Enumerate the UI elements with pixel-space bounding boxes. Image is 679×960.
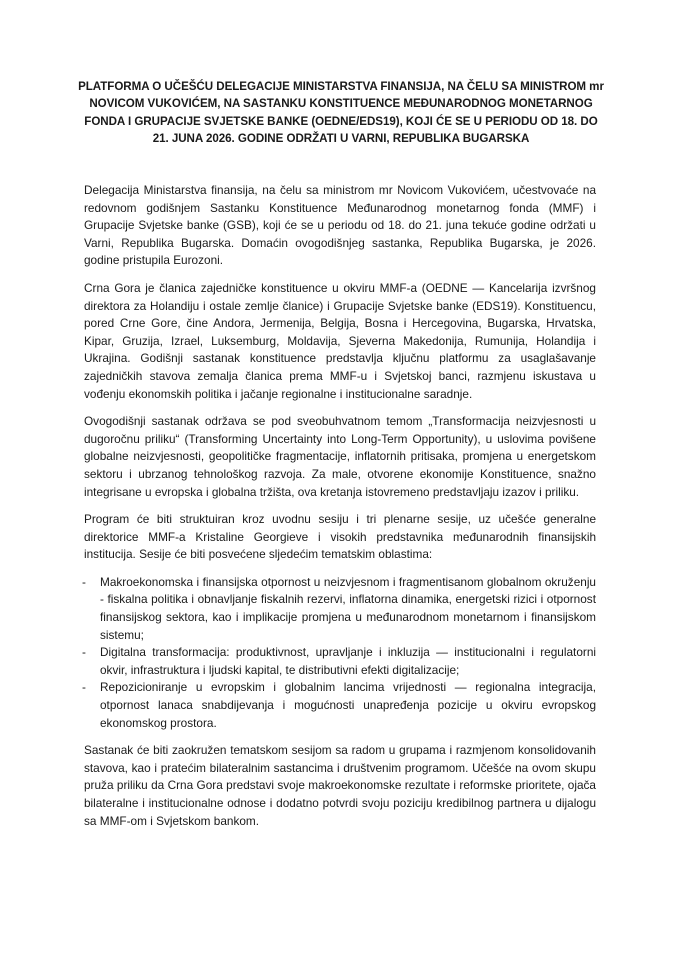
bullet-dash: - <box>82 574 86 589</box>
session-topics-list <box>84 574 596 732</box>
bullet-dash: - <box>82 680 86 695</box>
paragraph-constituency: Crna Gora je članica zajedničke konstituence u okviru MMF-a (OEDNE — Kancelarija izvršnog direktora za Holandiju i ostale zemlje članice) i Grupacije Svjetske banke (EDS19). Konstituencu, pored Crne Gore, čine Andora, Jermenija, Belgija, Bosna i Hercegovina, Bugarska, Hrvatska, Kipar, Gruzija, Izrael, Luksemburg, Moldavija, Sjeverna Makedonija, Rumunija, Holandija i Ukrajina. Godišnji sastanak konstituence predstavlja ključnu platformu za usaglašavanje zajedničkih stavova zemalja članica prema MMF-u i Svjetskoj banci, razmjenu iskustava u vođenju ekonomskih politika i jačanje regionalne i institucionalne saradnje. <box>84 280 596 401</box>
list-item <box>84 644 596 679</box>
document-title: PLATFORMA O UČEŠĆU DELEGACIJE MINISTARSTVA FINANSIJA, NA ČELU SA MINISTROM mr NOVICOM VUKOVIĆEM, NA SASTANKU KONSTITUENCE MEĐUNARODNOG MONETARNOG FONDA I GRUPACIJE SVJETSKE BANKE (OEDNE/EDS19), KOJI ĆE SE U PERIODU OD 18. DO 21. JUNA 2026. GODINE ODRŽATI U VARNI, REPUBLIKA BUGARSKA <box>78 80 604 146</box>
paragraph-delegation: Delegacija Ministarstva finansija, na čelu sa ministrom mr Novicom Vukovićem, učestvovaće na redovnom godišnjem Sastanku Konstituence Međunarodnog monetarnog fonda (MMF) i Grupacije Svjetske banke (GSB), koji će se u periodu od 18. do 21. juna tekuće godine održati u Varni, Republika Bugarska. Domaćin ovogodišnjeg sastanka, Republika Bugarska, je 2026. godine pristupila Eurozoni. <box>84 183 596 268</box>
list-item-text: Repozicioniranje u evropskim i globalnim lancima vrijednosti — regionalna integracija, otpornost lanaca snabdijevanja i mogućnosti unapređenja pozicije u okviru evropskog ekonomskog prostora. <box>100 680 596 730</box>
list-item-text: Makroekonomska i finansijska otpornost u neizvjesnom i fragmentisanom globalnom okruženju - fiskalna politika i obnavljanje fiskalnih rezervi, inflatorna dinamika, energetski rizici i otpornost finansijskog sektora, kao i implikacije promjena u međunarodnom monetarnom i finansijskom sistemu; <box>100 574 596 642</box>
document-body <box>84 182 596 840</box>
paragraph-theme: Ovogodišnji sastanak održava se pod sveobuhvatnom temom „Transformacija neizvjesnosti u dugoročnu priliku“ (Transforming Uncertainty into Long-Term Opportunity), u uslovima povišene globalne neizvjesnosti, geopolitičke fragmentacije, inflatornih pritisaka, promjena u energetskom sektoru i ubrzanog tehnološkog razvoja. Za male, otvorene ekonomije Konstituence, snažno integrisane u evropska i globalna tržišta, ova kretanja istovremeno predstavljaju izazov i priliku. <box>84 414 596 499</box>
paragraph-closing: Sastanak će biti zaokružen tematskom sesijom sa radom u grupama i razmjenom konsolidovanih stavova, kao i pratećim bilateralnim sastancima i društvenim programom. Učešće na ovom skupu pruža priliku da Crna Gora predstavi svoje makroekonomske rezultate i reformske prioritete, ojača bilateralne i institucionalne odnose i dodatno potvrdi svoju poziciju kredibilnog partnera u dijalogu sa MMF-om i Svjetskom bankom. <box>84 743 596 828</box>
list-item <box>84 679 596 732</box>
list-item <box>84 574 596 644</box>
bullet-dash: - <box>82 645 86 660</box>
paragraph-program: Program će biti struktuiran kroz uvodnu sesiju i tri plenarne sesije, uz učešće generalne direktorice MMF-a Kristaline Georgieve i visokih predstavnika međunarodnih finansijskih institucija. Sesije će biti posvećene sljedećim tematskim oblastima: <box>84 512 596 562</box>
list-item-text: Digitalna transformacija: produktivnost, upravljanje i inkluzija — institucionalni i regulatorni okvir, infrastruktura i ljudski kapital, te distributivni efekti digitalizacije; <box>100 645 596 677</box>
